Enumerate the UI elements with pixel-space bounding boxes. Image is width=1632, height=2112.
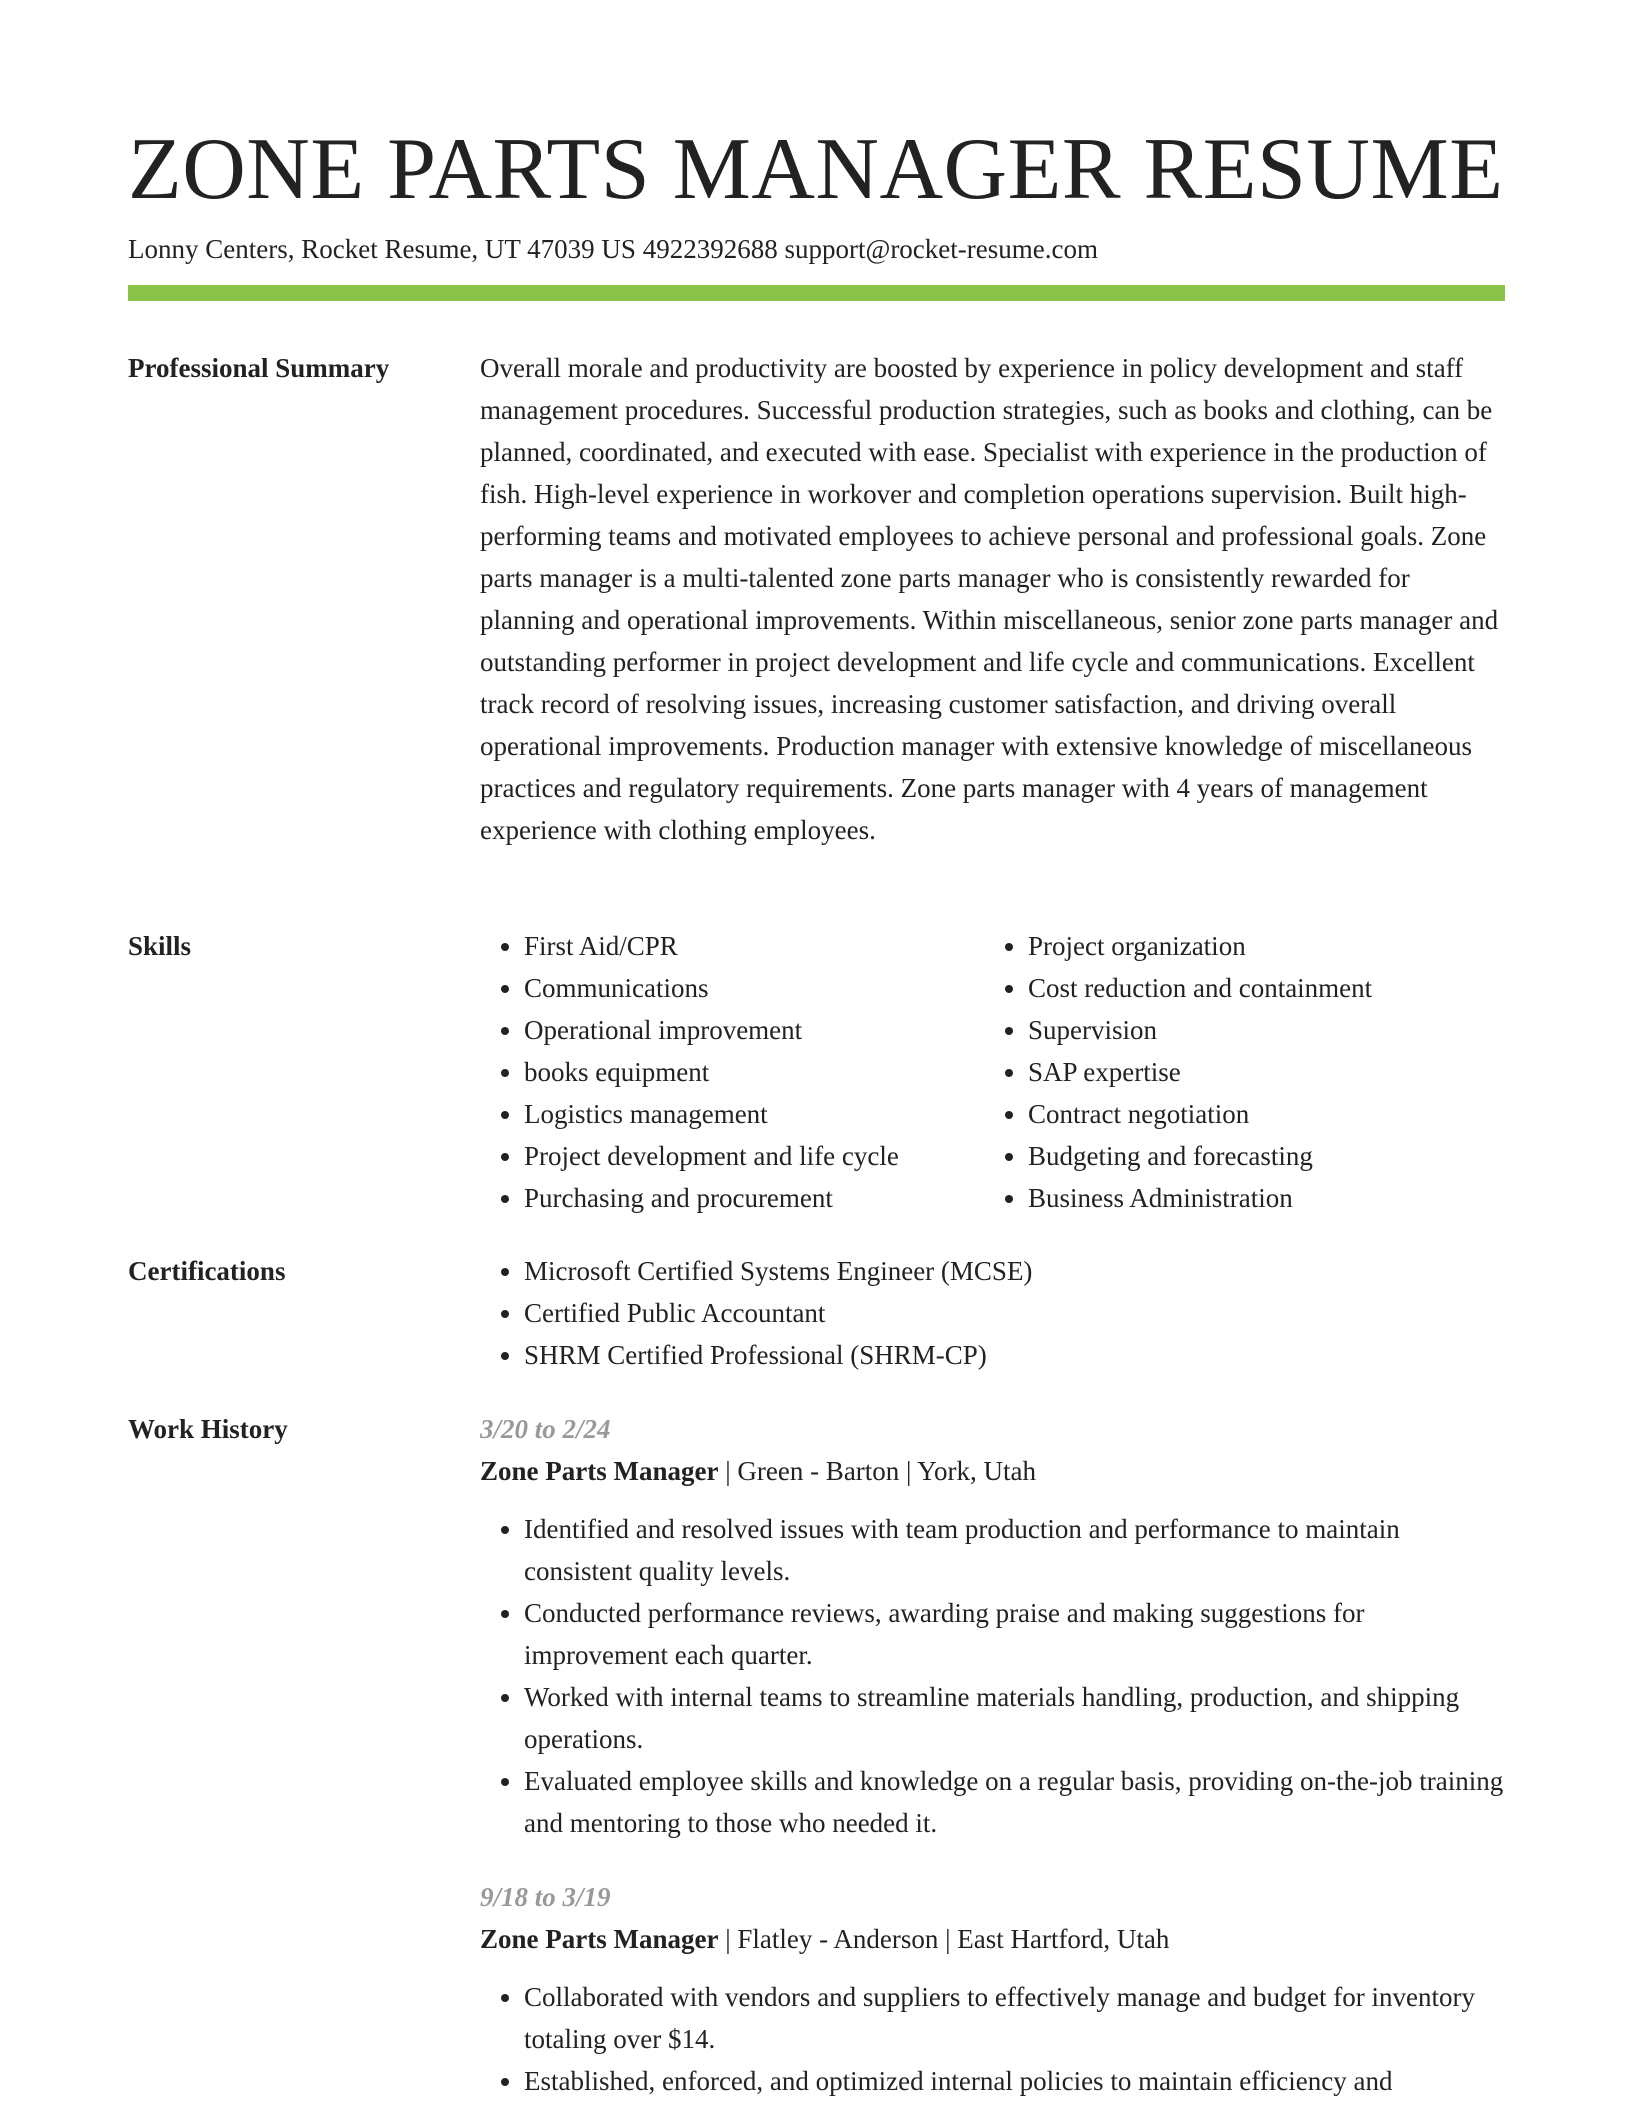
job-employer-location: | Flatley - Anderson | East Hartford, Utah	[718, 1924, 1170, 1954]
certifications-label: Certifications	[128, 1256, 286, 1286]
job-heading	[480, 1450, 1505, 1492]
certification-item: • SHRM Certified Professional (SHRM-CP)	[524, 1334, 1505, 1376]
job-entry	[480, 1408, 1505, 1844]
certification-item: • Microsoft Certified Systems Engineer (MCSE)	[524, 1250, 1505, 1292]
work-history-body	[480, 1408, 1505, 2102]
summary-text: Overall morale and productivity are boosted by experience in policy development and staff management procedures. Successful production strategies, such as books and clothing, can be planned, coordinated, and executed with ease. Specialist with experience in the production of fish. High-level experience in workover and completion operations supervision. Built high-performing teams and motivated employees to achieve personal and professional goals. Zone parts manager is a multi-talented zone parts manager who is consistently rewarded for planning and operational improvements. Within miscellaneous, senior zone parts manager and outstanding performer in project development and life cycle and communications. Excellent track record of resolving issues, increasing customer satisfaction, and driving overall operational improvements. Production manager with extensive knowledge of miscellaneous practices and regulatory requirements. Zone parts manager with 4 years of management experience with clothing employees.	[480, 353, 1499, 845]
skill-item: • Project organization	[1028, 925, 1488, 967]
work-history-label: Work History	[128, 1414, 288, 1444]
skill-item: • SAP expertise	[1028, 1051, 1488, 1093]
job-bullet: • Identified and resolved issues with team production and performance to maintain consistent quality levels.	[524, 1508, 1505, 1592]
skills-column-left	[480, 925, 984, 1219]
job-heading	[480, 1918, 1505, 1960]
skills-column-right	[984, 925, 1488, 1219]
skill-item: • First Aid/CPR	[524, 925, 984, 967]
job-entry	[480, 1876, 1505, 2102]
skill-item: • Logistics management	[524, 1093, 984, 1135]
job-bullet: • Established, enforced, and optimized internal policies to maintain efficiency and	[524, 2060, 1505, 2102]
job-dates: 3/20 to 2/24	[480, 1414, 611, 1444]
job-title: Zone Parts Manager	[480, 1456, 719, 1486]
job-bullet: • Collaborated with vendors and suppliers to effectively manage and budget for inventory totaling over $14.	[524, 1976, 1505, 2060]
job-bullet: • Evaluated employee skills and knowledge on a regular basis, providing on-the-job training and mentoring to those who needed it.	[524, 1760, 1505, 1844]
skill-item: • Cost reduction and containment	[1028, 967, 1488, 1009]
skill-item: • Communications	[524, 967, 984, 1009]
skill-item: • Supervision	[1028, 1009, 1488, 1051]
job-bullet: • Conducted performance reviews, awarding praise and making suggestions for improvement each quarter.	[524, 1592, 1505, 1676]
job-bullet: • Worked with internal teams to streamline materials handling, production, and shipping operations.	[524, 1676, 1505, 1760]
skill-item: • Project development and life cycle	[524, 1135, 984, 1177]
job-title: Zone Parts Manager	[480, 1924, 719, 1954]
job-dates: 9/18 to 3/19	[480, 1882, 611, 1912]
summary-label: Professional Summary	[128, 353, 390, 383]
skill-item: • books equipment	[524, 1051, 984, 1093]
summary-body	[480, 347, 1505, 851]
resume-title: ZONE PARTS MANAGER RESUME	[128, 121, 1504, 218]
certification-item: • Certified Public Accountant	[524, 1292, 1505, 1334]
skill-item: • Business Administration	[1028, 1177, 1488, 1219]
header-divider	[128, 285, 1505, 301]
skill-item: • Purchasing and procurement	[524, 1177, 984, 1219]
skills-label: Skills	[128, 931, 192, 961]
skill-item: • Contract negotiation	[1028, 1093, 1488, 1135]
skill-item: • Budgeting and forecasting	[1028, 1135, 1488, 1177]
skills-body	[480, 925, 1505, 1219]
contact-line: Lonny Centers, Rocket Resume, UT 47039 US 4922392688 support@rocket-resume.com	[128, 234, 1098, 264]
skill-item: • Operational improvement	[524, 1009, 984, 1051]
job-employer-location: | Green - Barton | York, Utah	[718, 1456, 1036, 1486]
certifications-body	[480, 1250, 1505, 1376]
skills-grid	[480, 925, 1505, 1219]
